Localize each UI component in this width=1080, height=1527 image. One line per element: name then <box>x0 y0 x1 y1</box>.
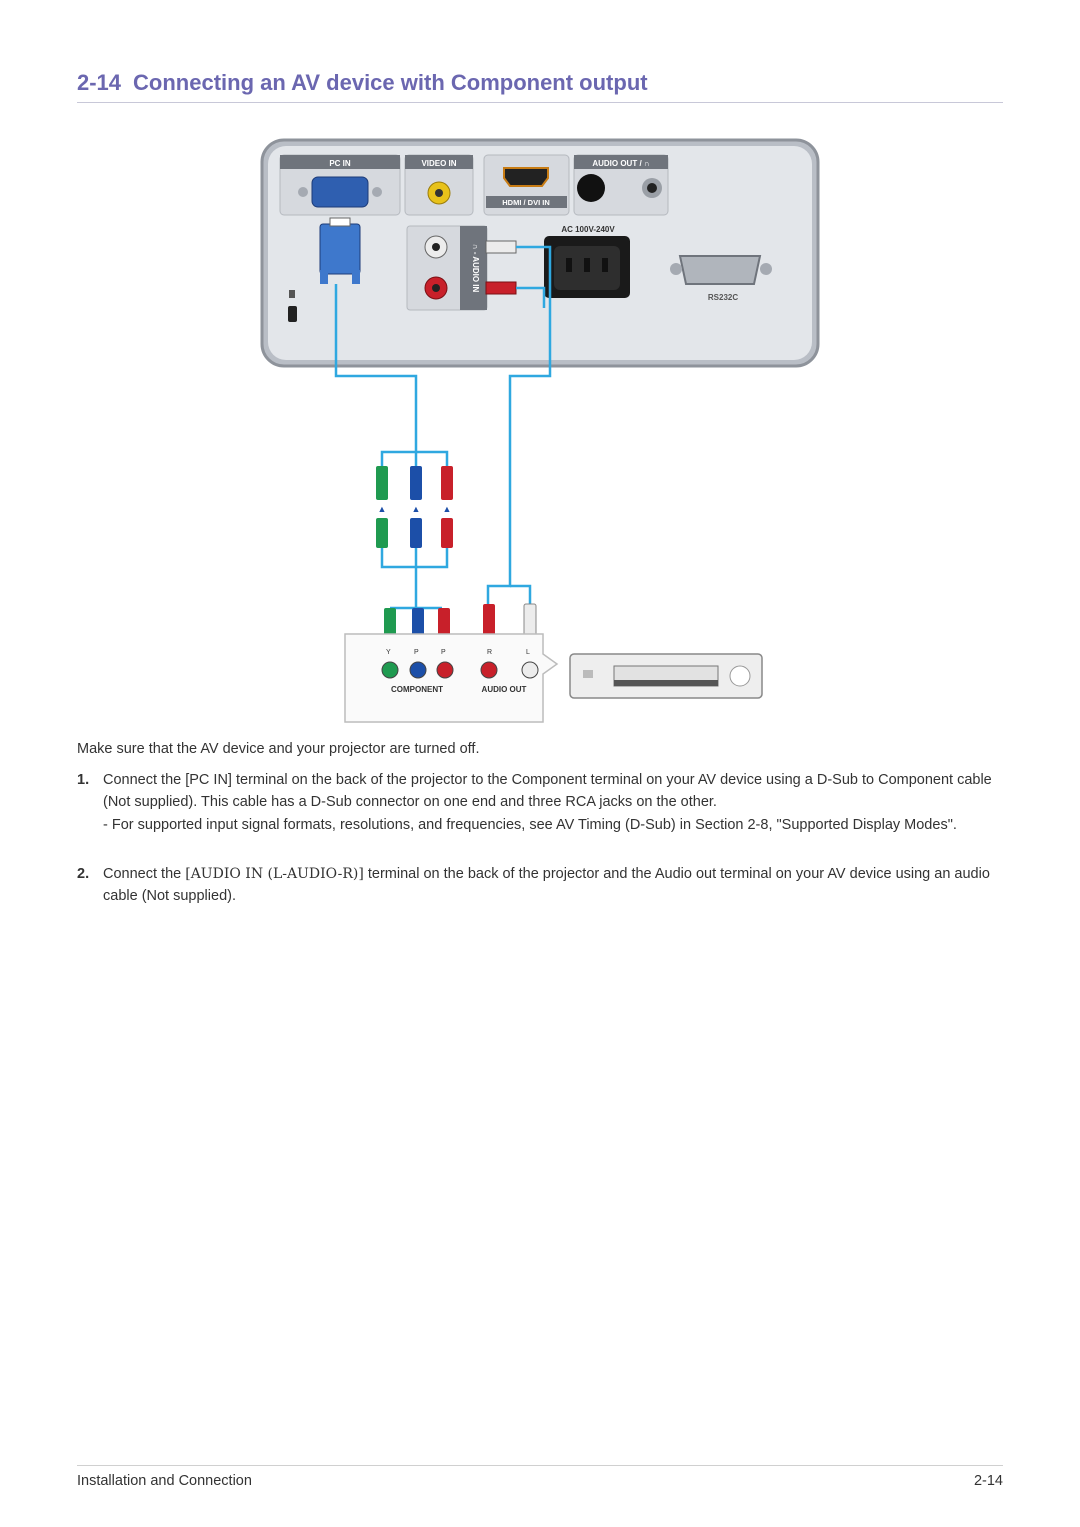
pr-label: P <box>441 649 446 656</box>
component-plugs-upper-icon <box>376 466 453 514</box>
pc-in-label: PC IN <box>329 159 351 168</box>
audio-in-white-jack-icon <box>425 236 447 258</box>
footer-page-number: 2-14 <box>973 1473 1003 1489</box>
svg-text:▲: ▲ <box>411 504 421 514</box>
step-2-text-before: Connect the <box>103 866 186 882</box>
hdmi-label: HDMI / DVI IN <box>502 198 550 207</box>
ac-label: AC 100V-240V <box>561 225 615 234</box>
audio-in-white-plug-icon <box>486 241 516 253</box>
step-1-note: - For supported input signal formats, resolutions, and frequencies, see AV Timing (D-Sub) in Section 2-8, "Supported Display Modes". <box>103 817 957 833</box>
footer-section: Installation and Connection <box>77 1473 252 1489</box>
svg-text:▲: ▲ <box>442 504 452 514</box>
component-label: COMPONENT <box>391 685 443 694</box>
video-jack-icon <box>428 182 450 204</box>
av-device-icon <box>570 654 762 698</box>
intro-text: Make sure that the AV device and your projector are turned off. <box>77 741 480 757</box>
section-heading <box>77 70 1003 103</box>
audio-in-terminal-name: [AUDIO IN (L-AUDIO-R)] <box>185 866 364 882</box>
y-label: Y <box>386 649 391 656</box>
dsub-connector-icon <box>320 218 360 284</box>
pb-label: P <box>414 649 419 656</box>
l-label: L <box>526 649 530 656</box>
r-label: R <box>487 649 493 656</box>
svg-text:▲: ▲ <box>377 504 387 514</box>
audio-in-label: ∩ - AUDIO IN <box>471 243 480 293</box>
video-in-label: VIDEO IN <box>421 159 457 168</box>
step-2-text-after: terminal on the back of the projector and the Audio out terminal on your AV device using an audio cable (Not supplied). <box>103 866 990 904</box>
ac-power-inlet-icon <box>544 236 630 298</box>
step-2-body <box>103 863 1003 907</box>
section-number: 2-14 <box>77 70 122 95</box>
audio-in-red-plug-icon <box>486 282 516 294</box>
audio-out-device-label: AUDIO OUT <box>481 685 527 694</box>
footer-divider <box>77 1465 1003 1466</box>
hdmi-port-icon <box>504 168 548 186</box>
section-title: Connecting an AV device with Component output <box>133 70 648 95</box>
step-2-number: 2. <box>77 866 90 882</box>
audio-out-knob-icon <box>577 174 605 202</box>
step-1-text: Connect the [PC IN] terminal on the back of the projector to the Component terminal on your AV device using a D-Sub to Component cable (Not supplied). This cable has a D-Sub connector on one end and three RCA jacks on the other. <box>103 772 992 810</box>
audio-out-label: AUDIO OUT / ∩ <box>592 159 650 168</box>
step-1 <box>77 769 1003 813</box>
step-2 <box>77 863 1003 907</box>
component-plugs-lower-icon <box>376 518 453 548</box>
audio-in-red-jack-icon <box>425 277 447 299</box>
rs232c-label: RS232C <box>707 293 739 302</box>
step-1-number: 1. <box>77 772 90 788</box>
headphone-jack-icon <box>642 178 662 198</box>
connection-diagram <box>240 130 840 730</box>
av-device-jack-panel <box>345 634 557 722</box>
